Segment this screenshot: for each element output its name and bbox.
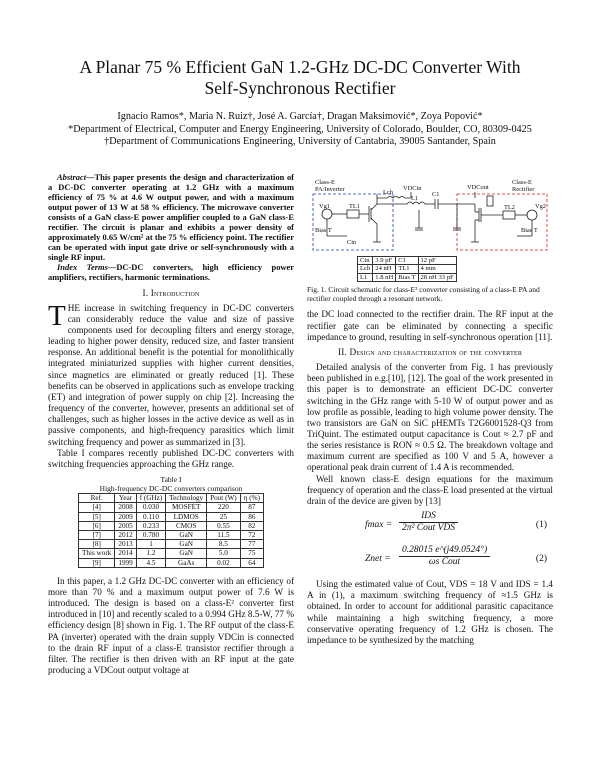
component-cell: 4 mm [418,265,456,273]
intro-paragraph-1-text: HE increase in switching frequency in DC-DC converters can considerably reduce the value and size of passive components used for decoupling filters and energy storage, leading to higher power density, reduced size, and faster transient response. An additional benefit is the potential for monolithically integrated miniaturized supplies with higher current densities, since magnetics are eliminated or greatly reduced [1]. These benefits can be observed in applications such as envelope tracking (ET) and integration of power supply on chip [2]. Increasing the frequency of the converter, however, presents an additional set of challenges, such as higher losses in the active device as well as in passive components, and high-frequency parasitics which limit switching frequency and power as summarized in [3]. [48,302,294,447]
table-cell: 82 [240,521,263,530]
table-header-cell: Pout (W) [207,494,241,503]
component-cell: 1.8 nH [373,273,396,281]
intro-paragraph-3: In this paper, a 1.2 GHz DC-DC converter with an efficiency of more than 70 % and a maximum output power of 7.6 W is introduced. The design is based on a class-E² converter first introduced in [10] and recently scaled to a 0.994 GHz 8.5-W, 77 % efficiency design [8] shown in Fig. 1. The RF output of the class-E PA (inverter) operated with the drain supply VDCin is connected to the drain RF input of a class-E transistor rectifier through a filter. The rectifier is then driven with an RF input at the gate producing a VDCout output voltage at [48,575,294,676]
component-cell: 28 nH 33 pF [418,273,456,281]
table-row [78,549,263,558]
figure-1-caption: Fig. 1. Circuit schematic for class-E² converter consisting of a class-E PA and rectifier coupled through a resonant network. [307,285,540,304]
table-cell: 11.5 [207,531,241,540]
equation-1-denominator: 2π² Cout VDS [402,523,455,534]
table-cell: 0.02 [207,558,241,567]
table-cell: [5] [78,512,114,521]
right-column [307,172,553,646]
component-cell: C1 [396,257,418,265]
table-cell: 86 [240,512,263,521]
equation-2-lhs: Znet = [365,554,391,565]
table-header-cell: Year [115,494,136,503]
table-body [78,503,263,567]
source-2-symbol [527,210,537,220]
table-1-label: Table I [160,475,182,485]
table-header-cell: Technology [166,494,207,503]
paper-title [40,57,560,99]
affiliation-1: *Department of Electrical, Computer and Energy Engineering, University of Colorado, Boulder, CO, 80309-0425 [68,123,532,135]
abstract-label: Abstract [57,172,87,182]
design-paragraph-1: Detailed analysis of the converter from Fig. 1 has previously been published in e.g.[10], [12]. The goal of the work presented in this paper is to demonstrate an efficient DC-DC converter switching in the GHz range with 5-10 W of output power and as low profile as possible, leading to high volume power density. The two transistors are GaN on SiC pHEMTs T2G6001528-Q3 from TriQuint. The estimated output capacitance is Cout ≈ 2.7 pF and the series resistance is RON ≈ 0.5 Ω. The breakdown voltage and maximum current are specified as 100 V and 5 A, however a operational peak drain current of 1.4 A is recommended. [307,362,553,473]
vdcout-label: VDCout [467,184,489,191]
pa-label-2: PA/Inverter [315,186,345,193]
table-header-cell: f (GHz) [136,494,166,503]
author-block [40,111,560,149]
table-cell: 220 [207,503,241,512]
table-header-cell: Ref. [78,494,114,503]
equation-1-lhs: fmax = [365,520,393,531]
table-cell: 1 [136,540,166,549]
table-1-title: High-frequency DC-DC converters comparison [99,483,243,493]
table-cell: CMOS [166,521,207,530]
lch-label: Lch [383,189,393,196]
index-terms [48,262,294,282]
figure-1 [307,172,553,281]
table-row [78,503,263,512]
component-row [358,265,457,273]
equation-2-numerator: 0.28015 e^(j49.0524°) [399,545,490,557]
table-cell: [6] [78,521,114,530]
intro-paragraph-1 [48,299,294,448]
table-cell: 72 [240,531,263,540]
tl1-label: TL1 [349,203,361,210]
table-cell: 4.5 [136,558,166,567]
component-cell: TL1 [396,265,418,273]
intro-paragraph-2: Table I compares recently published DC-DC converters with switching frequencies approaching the GHz range. [48,447,294,469]
table-cell: 2009 [115,512,136,521]
component-cell: Bias T [396,273,418,281]
component-values-body [358,257,457,282]
table-cell: 0.233 [136,521,166,530]
table-cell: 77 [240,540,263,549]
vdcin-label: VDCin [403,185,422,192]
equation-1-fraction [399,511,458,534]
source-1-symbol [322,209,332,219]
bias1-label: Bias T [315,227,332,234]
component-values-table [357,256,457,282]
table-cell: [9] [78,558,114,567]
table-cell: 1999 [115,558,136,567]
equation-2-number: (2) [535,554,547,565]
tl2-label: TL2 [504,204,516,211]
title-line-2: Self-Synchronous Rectifier [204,78,396,98]
table-cell: 0.110 [136,512,166,521]
equation-1 [307,511,553,539]
table-cell: [7] [78,531,114,540]
equation-2-fraction [399,545,490,568]
component-cell: Lch [358,265,373,273]
component-row [358,257,457,265]
table-header-row [78,494,263,503]
author-names: Ignacio Ramos*, Maria N. Ruiz†, José A. García†, Dragan Maksimović*, Zoya Popović* [117,111,483,122]
left-column [48,172,294,676]
right-paragraph-1: the DC load connected to the rectifier drain. The RF input at the rectifier gate can be eliminated by connecting a specific impedance to ground, resulting in self-synchronous operation [11]. [307,309,553,342]
table-row [78,521,263,530]
table-cell: [4] [78,503,114,512]
table-cell: This work [78,549,114,558]
section-1-heading: I. Introduction [142,287,200,298]
inductor-l1 [407,202,425,204]
equation-1-numerator: IDS [399,511,458,523]
rectifier-label-2: Rectifier [512,186,535,193]
vg1-label: Vg1 [319,203,331,210]
equation-2 [307,545,553,573]
component-cell: 24 nH [373,265,396,273]
rectifier-dashed-box [457,194,547,250]
table-cell: 0.030 [136,503,166,512]
pa-label: Class-E [315,179,335,186]
table-cell: GaAs [166,558,207,567]
affiliation-2: †Department of Communications Engineering, University of Cantabria, 39005 Santander, Spain [104,136,496,147]
section-2-heading: II. Design and characterization of the converter [337,346,523,357]
table-cell: GaN [166,531,207,540]
table-cell: 25 [207,512,241,521]
table-row [78,558,263,567]
component-cell: L1 [358,273,373,281]
c1-label: C1 [432,191,440,198]
table-cell: 5.0 [207,549,241,558]
comparison-table [78,493,264,568]
table-cell: 2005 [115,521,136,530]
component-cell: 12 pF [418,257,456,265]
table-cell: GaN [166,540,207,549]
circuit-schematic [307,172,553,256]
equation-2-denominator: ωs Cout [428,557,461,568]
title-line-1: A Planar 75 % Efficient GaN 1.2-GHz DC-DC Converter With [79,57,521,77]
component-row [358,273,457,281]
drop-cap: T [48,299,66,332]
table-cell: [8] [78,540,114,549]
abstract [48,172,294,262]
index-terms-text: —DC-DC converters, high efficiency power amplifiers, rectifiers, harmonic terminations. [48,262,294,283]
index-terms-label: Index Terms [57,262,108,273]
design-paragraph-3: Using the estimated value of Cout, VDS = 18 V and IDS = 1.4 A in (1), a maximum switching frequency of ≈1.5 GHz is obtained. In order to account for additional parasitic capacitance while maintaining a high switching frequency, a more conservative operating frequency of 1.2 GHz is chosen. The impedance to be synthesized by the matching [307,579,553,645]
table-header-cell: η (%) [240,494,263,503]
table-cell: 0.55 [207,521,241,530]
l1-label: L1 [411,195,419,202]
table-cell: 0.780 [136,531,166,540]
table-cell: GaN [166,549,207,558]
equation-1-number: (1) [535,520,547,531]
table-cell: 64 [240,558,263,567]
component-cell: Cin [358,257,373,265]
table-row [78,531,263,540]
table-cell: LDMOS [166,512,207,521]
table-cell: 2008 [115,503,136,512]
table-cell: 2014 [115,549,136,558]
table-cell: MOSFET [166,503,207,512]
vg2-label: Vg2 [535,203,547,210]
component-cell: 3.9 pF [373,257,396,265]
table-cell: 1.2 [136,549,166,558]
rectifier-label: Class-E [512,179,532,186]
abstract-text: —This paper presents the design and characterization of a DC-DC converter operating at 1.2 GHz with a maximum efficiency of 75 % at 4.6 W output power, and with a maximum output power of 13 W at 58 % efficiency. The microwave converter consists of a GaN class-E power amplifier coupled to a GaN class-E rectifier. The circuit is planar and exhibits a power density of approximately 0.65 W/cm² at the 75 % efficiency point. The rectifier can be operated with input gate drive or self-synchronously with a single RF input. [48,172,294,263]
table-cell: 8.5 [207,540,241,549]
design-paragraph-2: Well known class-E design equations for the maximum frequency of operation and the class-E load presented at the virtual drain of the device are given by [13] [307,473,553,506]
cin-label: Cin [347,239,357,246]
table-cell: 2012 [115,531,136,540]
table-row [78,512,263,521]
table-1-caption [48,476,294,493]
table-cell: 2013 [115,540,136,549]
table-cell: 87 [240,503,263,512]
table-row [78,540,263,549]
bias2-label: Bias T [521,227,538,234]
table-cell: 75 [240,549,263,558]
